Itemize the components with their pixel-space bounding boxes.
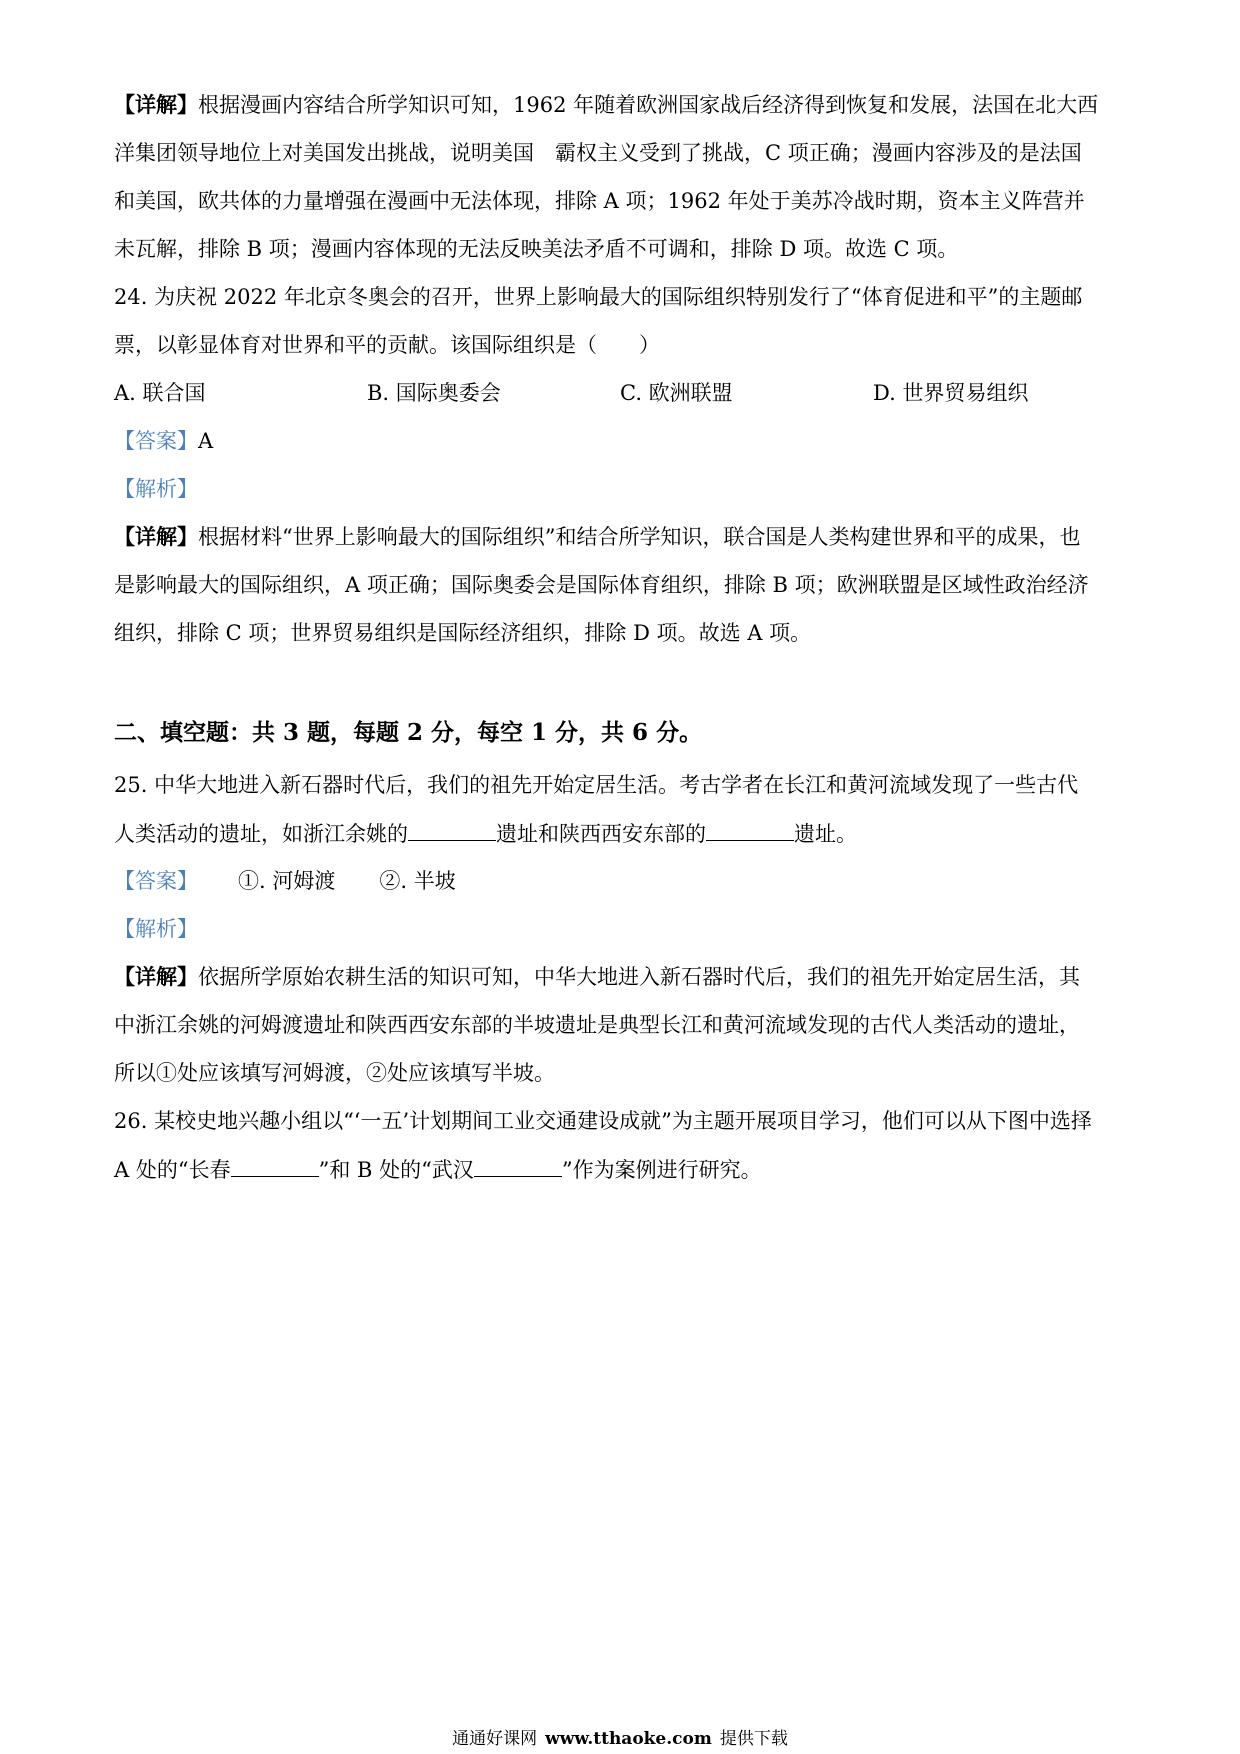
- q24-explanation-line-2: 是影响最大的国际组织，A 项正确；国际奥委会是国际体育组织，排除 B 项；欧洲联盟是区域性政治经济: [114, 573, 1089, 597]
- q25-explanation-line-3: 所以①处应该填写河姆渡，②处应该填写半坡。: [114, 1061, 555, 1085]
- q25-explanation-line-1: 【详解】依据所学原始农耕生活的知识可知，中华大地进入新石器时代后，我们的祖先开始定居生活，其: [114, 964, 1080, 989]
- q24-option-d: D. 世界贸易组织: [873, 381, 1029, 405]
- q26-stem-line-2: A 处的“长春 ”和 B 处的“武汉 ”作为案例进行研究。: [114, 1154, 762, 1185]
- footer-url[interactable]: www.tthaoke.com: [545, 1729, 712, 1749]
- q24-explanation-line-1: 【详解】根据材料“世界上影响最大的国际组织”和结合所学知识，联合国是人类构建世界和平的成果，也: [114, 524, 1081, 549]
- explain-tag: 【详解】: [114, 964, 198, 989]
- q23-explanation-line-2: 洋集团领导地位上对美国发出挑战，说明美国 霸权主义受到了挑战，C 项正确；漫画内容涉及的是法国: [114, 141, 1082, 165]
- explain-tag: 【详解】: [114, 524, 198, 549]
- q24-option-c: C. 欧洲联盟: [620, 381, 733, 405]
- answer-1: ①. 河姆渡: [238, 869, 336, 893]
- q24-option-b: B. 国际奥委会: [367, 381, 501, 405]
- analysis-tag: 【解析】: [114, 477, 198, 501]
- q23-explanation-line-4: 未瓦解，排除 B 项；漫画内容体现的无法反映美法矛盾不可调和，排除 D 项。故选 C 项。: [114, 237, 959, 261]
- answer-value: A: [198, 429, 214, 453]
- q25-explanation-line-2: 中浙江余姚的河姆渡遗址和陕西西安东部的半坡遗址是典型长江和黄河流域发现的古代人类活动的遗址，: [114, 1013, 1080, 1037]
- fill-blank-1: [231, 1154, 319, 1177]
- answer-tag: 【答案】: [114, 869, 198, 893]
- footer-site: 通通好课网: [452, 1729, 538, 1749]
- q23-explanation-line-1: 【详解】根据漫画内容结合所学知识可知，1962 年随着欧洲国家战后经济得到恢复和发展，法国在北大西: [114, 92, 1099, 117]
- fill-blank-2: [474, 1154, 562, 1177]
- q24-answer: [114, 426, 213, 456]
- q24-analysis: [114, 474, 198, 504]
- answer-tag: 【答案】: [114, 429, 198, 453]
- q25-stem-line-2: 人类活动的遗址，如浙江余姚的 遗址和陕西西安东部的 遗址。: [114, 818, 857, 849]
- q24-explanation-line-3: 组织，排除 C 项；世界贸易组织是国际经济组织，排除 D 项。故选 A 项。: [114, 621, 812, 645]
- fill-blank-1: [408, 818, 496, 841]
- q25-analysis: [114, 914, 198, 944]
- q25-answer: [114, 866, 456, 896]
- answer-2: ②. 半坡: [379, 869, 456, 893]
- analysis-tag: 【解析】: [114, 917, 198, 941]
- q24-option-a: A. 联合国: [114, 381, 206, 405]
- q26-stem-line-1: 26. 某校史地兴趣小组以“‘一五’计划期间工业交通建设成就”为主题开展项目学习，他们可以从下图中选择: [114, 1109, 1092, 1133]
- section-2-heading: 二、填空题：共 3 题，每题 2 分，每空 1 分，共 6 分。: [114, 719, 703, 746]
- q24-stem-line-1: 24. 为庆祝 2022 年北京冬奥会的召开，世界上影响最大的国际组织特别发行了“体育促进和平”的主题邮: [114, 285, 1083, 309]
- footer-suffix: 提供下载: [719, 1729, 788, 1749]
- q23-explanation-line-3: 和美国，欧共体的力量增强在漫画中无法体现，排除 A 项；1962 年处于美苏冷战时期，资本主义阵营并: [114, 189, 1085, 213]
- q24-stem-line-2: 票，以彰显体育对世界和平的贡献。该国际组织是（ ）: [114, 333, 660, 357]
- explain-tag: 【详解】: [114, 92, 198, 117]
- fill-blank-2: [706, 818, 794, 841]
- page-footer: [0, 1728, 1240, 1750]
- q25-stem-line-1: 25. 中华大地进入新石器时代后，我们的祖先开始定居生活。考古学者在长江和黄河流域发现了一些古代: [114, 773, 1079, 797]
